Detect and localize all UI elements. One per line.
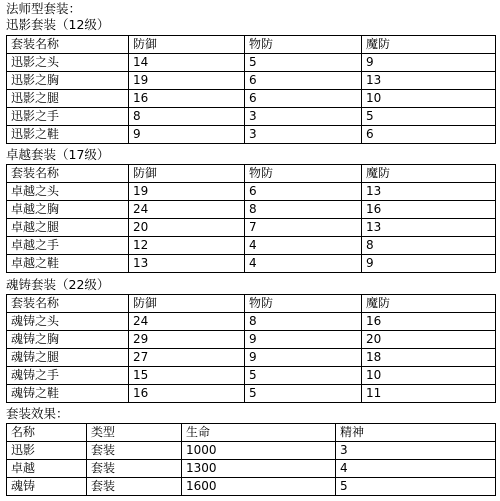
- magic-def-cell: 5: [362, 108, 496, 126]
- table-row: [7, 183, 496, 201]
- magic-def-cell: 16: [362, 313, 496, 331]
- page-title: 法师型套装：: [6, 1, 82, 16]
- defense-cell: 16: [129, 90, 245, 108]
- item-name-cell: 迅影之腿: [7, 90, 129, 108]
- item-name-cell: 卓越之手: [7, 237, 129, 255]
- hp-cell: 1300: [182, 460, 336, 478]
- table-row: [7, 90, 496, 108]
- phys-def-cell: 5: [245, 385, 362, 403]
- set-table-xunying: [6, 35, 496, 144]
- item-name-cell: 迅影之鞋: [7, 126, 129, 144]
- table-row: [7, 255, 496, 273]
- table-row: [7, 201, 496, 219]
- phys-def-cell: 8: [245, 313, 362, 331]
- defense-cell: 12: [129, 237, 245, 255]
- header-cell: 类型: [87, 424, 182, 442]
- header-cell: 精神: [336, 424, 496, 442]
- table-row: [7, 385, 496, 403]
- type-cell: 套装: [87, 460, 182, 478]
- defense-cell: 27: [129, 349, 245, 367]
- set-title-hunzhu: 魂铸套装（22级）: [6, 277, 110, 292]
- effects-title: 套装效果：: [6, 406, 69, 421]
- table-row: [7, 126, 496, 144]
- header-cell: 套装名称: [7, 36, 129, 54]
- item-name-cell: 魂铸之胸: [7, 331, 129, 349]
- item-name-cell: 迅影之头: [7, 54, 129, 72]
- defense-cell: 9: [129, 126, 245, 144]
- item-name-cell: 卓越之腿: [7, 219, 129, 237]
- phys-def-cell: 7: [245, 219, 362, 237]
- magic-def-cell: 8: [362, 237, 496, 255]
- defense-cell: 16: [129, 385, 245, 403]
- set-name-cell: 卓越: [7, 460, 87, 478]
- magic-def-cell: 11: [362, 385, 496, 403]
- defense-cell: 14: [129, 54, 245, 72]
- phys-def-cell: 3: [245, 108, 362, 126]
- set-name-cell: 魂铸: [7, 478, 87, 496]
- table-row: [7, 219, 496, 237]
- phys-def-cell: 5: [245, 367, 362, 385]
- header-cell: 防御: [129, 295, 245, 313]
- magic-def-cell: 9: [362, 255, 496, 273]
- defense-cell: 19: [129, 183, 245, 201]
- header-cell: 生命: [182, 424, 336, 442]
- phys-def-cell: 9: [245, 331, 362, 349]
- table-row: [7, 237, 496, 255]
- table-row: [7, 349, 496, 367]
- set-table-zhuoyue: [6, 164, 496, 273]
- defense-cell: 15: [129, 367, 245, 385]
- table-header-row: [7, 165, 496, 183]
- magic-def-cell: 9: [362, 54, 496, 72]
- item-name-cell: 卓越之头: [7, 183, 129, 201]
- defense-cell: 24: [129, 201, 245, 219]
- magic-def-cell: 18: [362, 349, 496, 367]
- header-cell: 套装名称: [7, 295, 129, 313]
- header-cell: 物防: [245, 165, 362, 183]
- magic-def-cell: 20: [362, 331, 496, 349]
- table-row: [7, 367, 496, 385]
- phys-def-cell: 4: [245, 237, 362, 255]
- phys-def-cell: 8: [245, 201, 362, 219]
- phys-def-cell: 3: [245, 126, 362, 144]
- phys-def-cell: 4: [245, 255, 362, 273]
- item-name-cell: 卓越之鞋: [7, 255, 129, 273]
- magic-def-cell: 13: [362, 183, 496, 201]
- item-name-cell: 魂铸之手: [7, 367, 129, 385]
- phys-def-cell: 6: [245, 90, 362, 108]
- item-name-cell: 魂铸之鞋: [7, 385, 129, 403]
- item-name-cell: 魂铸之头: [7, 313, 129, 331]
- defense-cell: 19: [129, 72, 245, 90]
- defense-cell: 8: [129, 108, 245, 126]
- phys-def-cell: 9: [245, 349, 362, 367]
- effects-table: [6, 423, 496, 496]
- defense-cell: 20: [129, 219, 245, 237]
- magic-def-cell: 13: [362, 219, 496, 237]
- header-cell: 防御: [129, 36, 245, 54]
- table-row: [7, 108, 496, 126]
- item-name-cell: 迅影之手: [7, 108, 129, 126]
- table-header-row: [7, 424, 496, 442]
- spirit-cell: 3: [336, 442, 496, 460]
- magic-def-cell: 16: [362, 201, 496, 219]
- header-cell: 魔防: [362, 295, 496, 313]
- table-row: [7, 442, 496, 460]
- header-cell: 物防: [245, 36, 362, 54]
- type-cell: 套装: [87, 478, 182, 496]
- table-header-row: [7, 295, 496, 313]
- defense-cell: 13: [129, 255, 245, 273]
- table-row: [7, 313, 496, 331]
- header-cell: 魔防: [362, 165, 496, 183]
- hp-cell: 1000: [182, 442, 336, 460]
- set-title-zhuoyue: 卓越套装（17级）: [6, 147, 110, 162]
- table-row: [7, 54, 496, 72]
- phys-def-cell: 5: [245, 54, 362, 72]
- table-row: [7, 478, 496, 496]
- header-cell: 魔防: [362, 36, 496, 54]
- hp-cell: 1600: [182, 478, 336, 496]
- item-name-cell: 卓越之胸: [7, 201, 129, 219]
- table-header-row: [7, 36, 496, 54]
- magic-def-cell: 10: [362, 90, 496, 108]
- defense-cell: 29: [129, 331, 245, 349]
- table-row: [7, 460, 496, 478]
- header-cell: 套装名称: [7, 165, 129, 183]
- table-row: [7, 331, 496, 349]
- set-name-cell: 迅影: [7, 442, 87, 460]
- set-table-hunzhu: [6, 294, 496, 403]
- item-name-cell: 迅影之胸: [7, 72, 129, 90]
- defense-cell: 24: [129, 313, 245, 331]
- spirit-cell: 4: [336, 460, 496, 478]
- header-cell: 物防: [245, 295, 362, 313]
- header-cell: 防御: [129, 165, 245, 183]
- item-name-cell: 魂铸之腿: [7, 349, 129, 367]
- phys-def-cell: 6: [245, 72, 362, 90]
- type-cell: 套装: [87, 442, 182, 460]
- magic-def-cell: 10: [362, 367, 496, 385]
- header-cell: 名称: [7, 424, 87, 442]
- magic-def-cell: 6: [362, 126, 496, 144]
- spirit-cell: 5: [336, 478, 496, 496]
- set-title-xunying: 迅影套装（12级）: [6, 17, 110, 32]
- table-row: [7, 72, 496, 90]
- magic-def-cell: 13: [362, 72, 496, 90]
- phys-def-cell: 6: [245, 183, 362, 201]
